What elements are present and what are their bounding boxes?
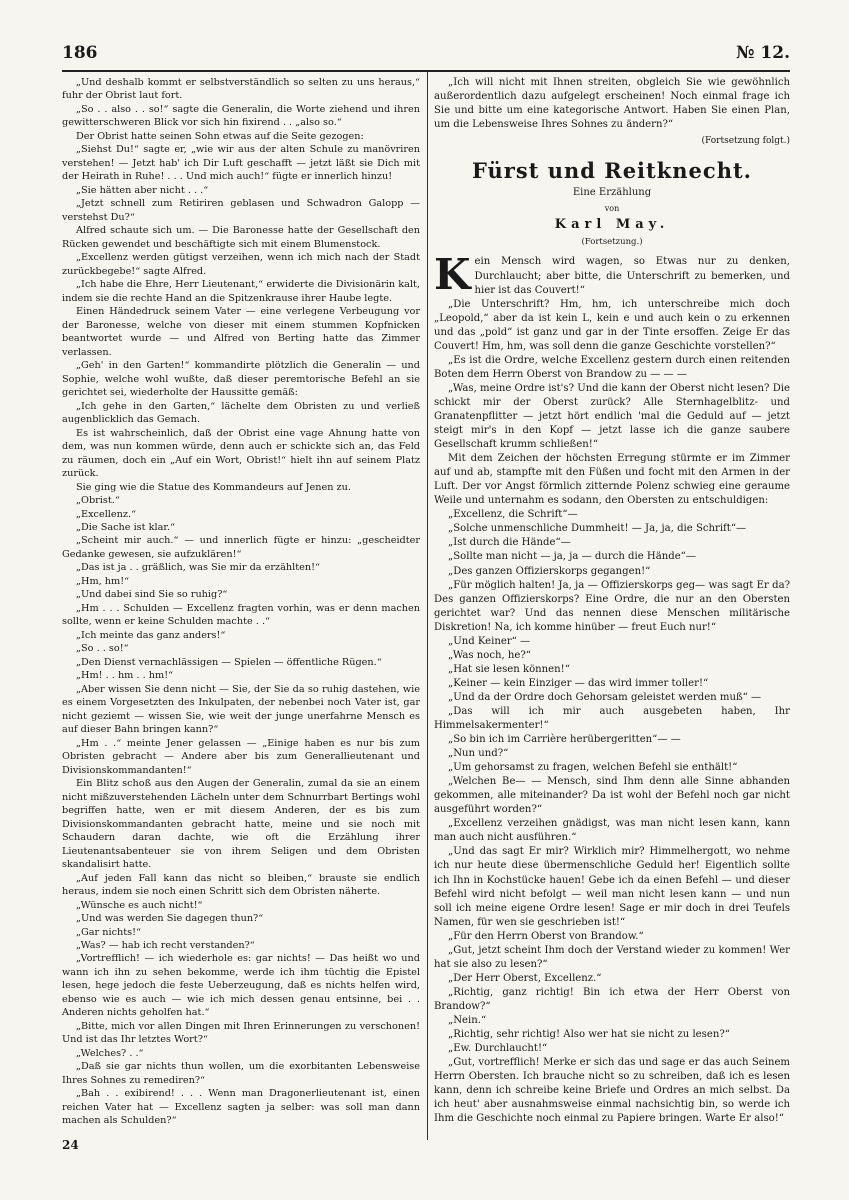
paragraph: „So . . also . . so!“ sagte die Generalin, die Worte ziehend und ihren gewitterschweren Blick vor sich hin fixirend . . „also so.“ xyxy=(62,103,420,129)
story-title: Fürst und Reitknecht. xyxy=(472,158,752,184)
story-subtitle: Eine Erzählung xyxy=(572,187,652,199)
paragraph: „Hm . . . Schulden — Excellenz fragten vorhin, was er denn machen sollte, wenn er keine Schulden machte . .“ xyxy=(62,602,420,628)
paragraph: Es ist wahrscheinlich, daß der Obrist eine vage Ahnung hatte von dem, was nun kommen würde, denn auch er schickte sich an, das Feld zu räumen, doch ein „Auf ein Wort, Obrist!“ hielt ihn auf seinem Platz zurück. xyxy=(62,427,420,480)
paragraph: „Vortrefflich! — ich wiederhole es: gar nichts! — Das heißt wo und wann ich ihn zu sehen bekomme, werde ich ihm tüchtig die Epistel lesen, hege jedoch die feste Ueberzeugung, daß es nichts helfen wird, ebenso wie es auch — wie ich mich dessen genau entsinne, bei . . Anderen nichts geholfen hat.“ xyxy=(62,953,420,1019)
paragraph: „Für möglich halten! Ja, ja — Offizierskorps geg— was sagt Er da? Des ganzen Offizierskorps? Eine Ordre, die nur an den Obersten gerichtet war? Und das nennen diese Menschen militärische Diskretion! Na, ich komme hinüber — freut Euch nur!“ xyxy=(434,579,790,633)
paragraph: „Und das sagt Er mir? Wirklich mir? Himmelhergott, wo nehme ich nur heute diese übermenschliche Geduld her! Eigentlich sollte ich Ihn in Kochstücke hauen! Gebe ich da einen Befehl — und dieser Befehl wird nicht befolgt — weil man nicht lesen kann — und nun soll ich meine eigene Ordre lesen! Sage er mir doch in drei Teufels Namen, für wen sie geschrieben ist!“ xyxy=(434,846,790,928)
paragraph: „Und dabei sind Sie so ruhig?“ xyxy=(76,589,228,601)
paragraph: „Die Unterschrift? Hm, hm, ich unterschreibe mich doch „Leopold,“ aber da ist kein L, kein e und auch kein o zu erkennen und das „pold“ ist ganz und gar in der Tinte ersoffen. Zeige Er das Couvert! Hm, hm, was soll denn die ganze Geschichte vorstellen?“ xyxy=(434,298,790,352)
previous-story-ending xyxy=(434,76,790,132)
paragraph: „Der Herr Oberst, Excellenz.“ xyxy=(448,972,602,984)
paragraph: „Es ist die Ordre, welche Excellenz gestern durch einen reitenden Boten dem Herrn Oberst von Brandow zu — — — xyxy=(434,354,790,380)
paragraph: „Den Dienst vernachlässigen — Spielen — öffentliche Rügen.“ xyxy=(76,656,382,668)
paragraph: Mit dem Zeichen der höchsten Erregung stürmte er im Zimmer auf und ab, stampfte mit den Füßen und focht mit den Armen in der Luft. Der vor Angst förmlich zitternde Polenz schwieg eine geraume Weile und unternahm es sodann, den Obersten zu entschuldigen: xyxy=(434,453,790,507)
paragraph: „Siehst Du!“ sagte er, „wie wir aus der alten Schule zu manövriren verstehen! — Jetzt hab' ich Dir Luft geschafft — jetzt läßt sie Dich mit der Heirath in Ruhe! . . . Und mich auch!“ fügte er innerlich hinzu! xyxy=(62,144,420,183)
paragraph: „Und da der Ordre doch Gehorsam geleistet werden muß“ — xyxy=(448,691,762,703)
paragraph: „Gut, vortrefflich! Merke er sich das und sage er das auch Seinem Herrn Obersten. Ich brauche nicht so zu schreiben, daß ich es lesen kann, denn ich schreibe keine Briefe und Ordres an mich selbst. Da ich heut' aber ausnahmsweise einmal nachsichtig bin, so werde ich Ihm die Geschichte noch einmal zu Papiere bringen. Warte Er also!“ xyxy=(434,1057,790,1125)
paragraph: „Um gehorsamst zu fragen, welchen Befehl sie enthält!“ xyxy=(448,762,738,774)
paragraph: „Richtig, ganz richtig! Bin ich etwa der Herr Oberst von Brandow?“ xyxy=(434,986,790,1012)
paragraph: „Aber wissen Sie denn nicht — Sie, der Sie da so ruhig dastehen, wie es einem Vorgesetzten des Inkulpaten, der nebenbei noch Vater ist, gar nicht geziemt — wissen Sie, wie weit der junge unerfahrne Mensch es auf dieser Bahn bringen kann?“ xyxy=(62,683,420,736)
paragraph: „Geh' in den Garten!“ kommandirte plötzlich die Generalin — und Sophie, welche wohl wußte, daß dieser peremtorische Befehl an sie gerichtet sei, wiederholte der Haussitte gemäß: xyxy=(62,360,420,399)
story-first-paragraph xyxy=(434,250,790,300)
left-column xyxy=(62,76,420,1128)
paragraph: „Was, meine Ordre ist's? Und die kann der Oberst nicht lesen? Die schickt mir der Oberst zurück? Alle Sternhagelblitz- und Granatenpflitter — jetzt hört endlich 'mal die Geduld auf — jetzt steigt mir's in den Kopf — jetzt lasse ich die ganze saubere Gesellschaft krumm schließen!“ xyxy=(434,382,790,451)
paragraph: Einen Händedruck seinem Vater — eine verlegene Verbeugung vor der Baronesse, welche von dieser mit einem stummen Kopfnicken beantwortet wurde — und Alfred von Berting hatte das Zimmer verlassen. xyxy=(62,306,420,358)
column-divider xyxy=(427,72,428,1140)
paragraph: Der Obrist hatte seinen Sohn etwas auf die Seite gezogen: xyxy=(76,130,364,142)
paragraph: „Richtig, sehr richtig! Also wer hat sie nicht zu lesen?“ xyxy=(448,1029,730,1041)
first-paragraph-text: ein Mensch wird wagen, so Etwas nur zu denken, Durchlaucht; aber bitte, die Unterschrift zu bemerken, und hier ist das Couvert!“ xyxy=(474,256,790,296)
paragraph: Ein Blitz schoß aus den Augen der Generalin, zumal da sie an einem nicht mißzuverstehenden Lächeln unter dem Schnurrbart Bertings wohl begriffen hatte, wen er mit diesem Anderen, der es bis zum Divisionskommandanten gebracht hatte, meine und sie noch mit Schaudern daran dachte, wie oft die Erzählung ihrer Lieutenantsabenteuer sie von ihrem Seligen und dem Obristen skandalisirt hatte. xyxy=(62,778,420,871)
paragraph: „Ist durch die Hände“— xyxy=(448,537,571,549)
paragraph: „Sollte man nicht — ja, ja — durch die Hände“— xyxy=(448,551,696,563)
paragraph: „Bitte, mich vor allen Dingen mit Ihren Erinnerungen zu verschonen! Und ist das Ihr letztes Wort?“ xyxy=(62,1020,420,1046)
page-header xyxy=(62,43,790,71)
paragraph: „Des ganzen Offizierskorps gegangen!“ xyxy=(448,565,651,577)
paragraph: Alfred schaute sich um. — Die Baronesse hatte der Gesellschaft den Rücken gewendet und beschäftigte sich mit einem Blumenstock. xyxy=(62,225,420,250)
paragraph: „Ew. Durchlaucht!“ xyxy=(448,1043,548,1055)
continuation-note: (Fortsetzung folgt.) xyxy=(701,136,790,147)
paragraph: „Welchen Be— — Mensch, sind Ihm denn alle Sinne abhanden gekommen, alle miteinander? Da ist wohl der Befehl noch gar nicht ausgeführt worden?“ xyxy=(434,776,790,816)
story-von: von xyxy=(604,204,620,214)
story-continued-note: (Fortsetzung.) xyxy=(581,237,643,248)
paragraph: „Gar nichts!“ xyxy=(76,926,141,938)
paragraph: „Das ist ja . . gräßlich, was Sie mir da erzählten!“ xyxy=(76,562,320,574)
paragraph: „Daß sie gar nichts thun wollen, um die exorbitanten Lebensweise Ihres Sohnes zu remediren?“ xyxy=(62,1061,420,1086)
paragraph: „Solche unmenschliche Dummheit! — Ja, ja, die Schrift“— xyxy=(448,523,747,535)
paragraph: „Und Keiner“ — xyxy=(448,635,531,647)
paragraph: „So bin ich im Carrière herübergeritten“— — xyxy=(448,734,681,746)
issue-number: № 12. xyxy=(736,43,790,63)
drop-cap: K xyxy=(434,250,471,300)
paragraph: „Hm, hm!“ xyxy=(76,575,130,587)
sheet-number: 24 xyxy=(62,1138,79,1152)
paragraph: „Ich gehe in den Garten,“ lächelte dem Obristen zu und verließ augenblicklich das Gemach. xyxy=(62,400,420,426)
paragraph: „Jetzt schnell zum Retiriren geblasen und Schwadron Galopp — verstehst Du?“ xyxy=(62,198,420,223)
paragraph: „Die Sache ist klar.“ xyxy=(76,521,175,533)
paragraph: „Ich meinte das ganz anders!“ xyxy=(76,629,226,641)
paragraph: „Sie hätten aber nicht . . .“ xyxy=(76,184,209,196)
paragraph: „Und was werden Sie dagegen thun?“ xyxy=(76,913,264,925)
story-body xyxy=(434,298,790,1127)
paragraph: „Auf jeden Fall kann das nicht so bleiben,“ brauste sie endlich heraus, indem sie noch einen Schritt sich dem Obristen näherte. xyxy=(62,872,420,898)
paragraph: „Bah . . exibirend! . . . Wenn man Dragonerlieutenant ist, einen reichen Vater hat — Excellenz sagten ja selber: was soll man dann machen als Schulden?“ xyxy=(62,1088,420,1127)
paragraph: „Was? — hab ich recht verstanden?“ xyxy=(76,940,255,951)
paragraph: „Nein.“ xyxy=(448,1015,487,1026)
paragraph: „Gut, jetzt scheint Ihm doch der Verstand wieder zu kommen! Wer hat sie also zu lesen?“ xyxy=(434,944,790,970)
paragraph: „Scheint mir auch.“ — und innerlich fügte er hinzu: „gescheidter Gedanke gewesen, sie aufzuklären!“ xyxy=(62,535,420,560)
paragraph: „Excellenz verzeihen gnädigst, was man nicht lesen kann, kann man auch nicht ausführen.“ xyxy=(434,818,790,844)
paragraph: „Excellenz.“ xyxy=(76,508,137,520)
paragraph: „Was noch, he?“ xyxy=(448,649,531,661)
paragraph: „Obrist.“ xyxy=(76,495,120,507)
paragraph: „Wünsche es auch nicht!“ xyxy=(76,899,203,911)
paragraph: „Das will ich mir auch ausgebeten haben, Ihr Himmelsakermenter!“ xyxy=(434,705,790,732)
header-rule xyxy=(62,70,790,72)
paragraph: „Hm . .“ meinte Jener gelassen — „Einige haben es nur bis zum Obristen gebracht — Andere aber bis zum Generallieutenant und Divisionskommandanten!“ xyxy=(62,737,420,776)
paragraph: „Excellenz, die Schrift“— xyxy=(448,509,578,521)
paragraph: „Nun und?“ xyxy=(448,748,509,760)
page-number: 186 xyxy=(62,43,98,63)
paragraph: „Für den Herrn Oberst von Brandow.“ xyxy=(448,930,644,942)
paragraph: „Ich habe die Ehre, Herr Lieutenant,“ erwiderte die Divisionärin kalt, indem sie die rechte Hand an die Spitzenkrause ihrer Haube legte. xyxy=(62,279,420,304)
paragraph: „Und deshalb kommt er selbstverständlich so selten zu uns heraus,“ fuhr der Obrist laut fort. xyxy=(62,77,420,102)
paragraph: „Hm! . . hm . . hm!“ xyxy=(76,670,174,682)
paragraph: „Hat sie lesen können!“ xyxy=(448,663,570,675)
paragraph: „Keiner — kein Einziger — das wird immer toller!“ xyxy=(448,677,709,689)
paragraph: „Excellenz werden gütigst verzeihen, wenn ich mich nach der Stadt zurückbegebe!“ sagte Alfred. xyxy=(62,252,420,277)
right-column xyxy=(434,76,790,1126)
story-author: Karl May. xyxy=(554,217,670,233)
paragraph: „Welches? . .“ xyxy=(76,1047,144,1059)
paragraph: „So . . so!“ xyxy=(76,643,129,655)
paragraph: „Ich will nicht mit Ihnen streiten, obgleich Sie wie gewöhnlich außerordentlich dazu aufgelegt erscheinen! Noch einmal frage ich Sie und bitte um eine kategorische Antwort. Haben Sie einen Plan, um die Lebensweise Ihres Sohnes zu ändern?“ xyxy=(434,77,790,131)
paragraph: Sie ging wie die Statue des Kommandeurs auf Jenen zu. xyxy=(76,481,351,493)
